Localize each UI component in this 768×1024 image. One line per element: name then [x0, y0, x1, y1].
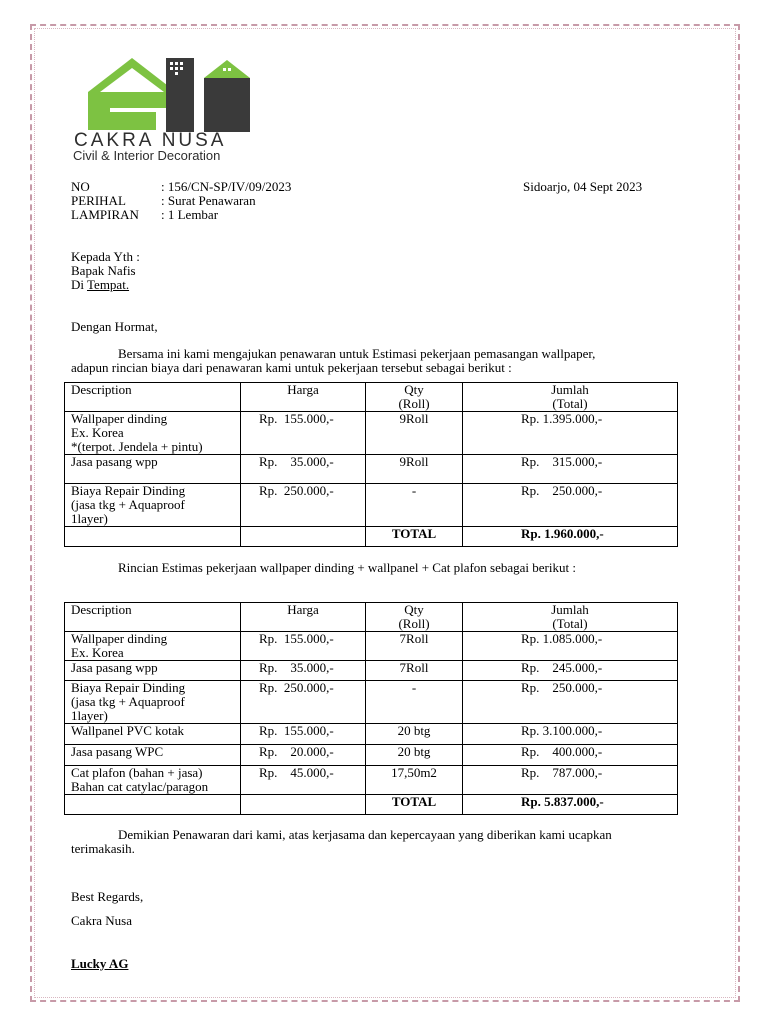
table-header-row: [65, 603, 678, 632]
company-name: CAKRA NUSA: [74, 130, 227, 151]
total-label: TOTAL: [366, 527, 463, 547]
row-qty: 9Roll: [366, 412, 463, 455]
row-qty: 17,50m2: [366, 766, 463, 795]
total-empty-1: [65, 527, 241, 547]
row-harga: Rp. 35.000,-: [241, 455, 366, 484]
table-row: [65, 632, 678, 661]
row-jumlah: Rp. 245.000,-: [463, 661, 678, 681]
header-qty: Qty (Roll): [366, 603, 463, 632]
header-description: Description: [65, 383, 241, 412]
table-row: [65, 484, 678, 527]
table-total-row: [65, 795, 678, 815]
lampiran-label: LAMPIRAN: [71, 207, 139, 222]
row-qty: 20 btg: [366, 724, 463, 745]
row-harga: Rp. 155.000,-: [241, 724, 366, 745]
row-jumlah: Rp. 787.000,-: [463, 766, 678, 795]
recipient-name: Bapak Nafis: [71, 263, 136, 278]
quote-table-2: [64, 602, 678, 815]
row-jumlah: Rp. 3.100.000,-: [463, 724, 678, 745]
total-empty-2: [241, 795, 366, 815]
row-harga: Rp. 155.000,-: [241, 412, 366, 455]
table-row: [65, 745, 678, 766]
total-value: Rp. 1.960.000,-: [463, 527, 678, 547]
recipient-place: [71, 278, 129, 292]
lampiran-value: : 1 Lembar: [161, 207, 219, 222]
table-row: [65, 455, 678, 484]
intro-line-1: Bersama ini kami mengajukan penawaran untuk Estimasi pekerjaan pemasangan wallpaper,: [118, 346, 596, 361]
row-qty: -: [366, 484, 463, 527]
row-harga: Rp. 20.000,-: [241, 745, 366, 766]
row-harga: Rp. 35.000,-: [241, 661, 366, 681]
closing-line-1: Demikian Penawaran dari kami, atas kerjasama dan kepercayaan yang diberikan kami ucapkan: [118, 827, 612, 842]
second-intro: Rincian Estimas pekerjaan wallpaper dinding + wallpanel + Cat plafon sebagai berikut :: [118, 560, 576, 575]
row-description: Jasa pasang wpp: [65, 661, 241, 681]
row-jumlah: Rp. 1.395.000,-: [463, 412, 678, 455]
row-harga: Rp. 45.000,-: [241, 766, 366, 795]
intro-line-2: adapun rincian biaya dari penawaran kami untuk pekerjaan tersebut sebagai berikut :: [71, 360, 512, 375]
row-description: Jasa pasang wpp: [65, 455, 241, 484]
row-jumlah: Rp. 250.000,-: [463, 681, 678, 724]
signature-company: Cakra Nusa: [71, 913, 133, 928]
recipient-salutation: Kepada Yth :: [71, 249, 140, 264]
header-harga: Harga: [241, 603, 366, 632]
company-tagline: Civil & Interior Decoration: [73, 148, 221, 163]
row-harga: Rp. 250.000,-: [241, 681, 366, 724]
total-label: TOTAL: [366, 795, 463, 815]
row-description: Biaya Repair Dinding (jasa tkg + Aquaproof 1layer): [65, 681, 241, 724]
table-header-row: [65, 383, 678, 412]
row-jumlah: Rp. 400.000,-: [463, 745, 678, 766]
row-description: Jasa pasang WPC: [65, 745, 241, 766]
table-total-row: [65, 527, 678, 547]
row-harga: Rp. 155.000,-: [241, 632, 366, 661]
header-jumlah: Jumlah (Total): [463, 603, 678, 632]
greeting: Dengan Hormat,: [71, 319, 158, 334]
table-row: [65, 766, 678, 795]
row-description: Wallpaper dinding Ex. Korea *(terpot. Jendela + pintu): [65, 412, 241, 455]
header-jumlah: Jumlah (Total): [463, 383, 678, 412]
recipient-place-prefix: Di: [71, 277, 84, 292]
total-empty-2: [241, 527, 366, 547]
perihal-label: PERIHAL: [71, 193, 126, 208]
row-description: Wallpanel PVC kotak: [65, 724, 241, 745]
row-qty: 20 btg: [366, 745, 463, 766]
recipient-place-name: Tempat.: [87, 277, 130, 292]
header-description: Description: [65, 603, 241, 632]
row-qty: 7Roll: [366, 661, 463, 681]
letter-date: Sidoarjo, 04 Sept 2023: [523, 179, 643, 194]
row-description: Wallpaper dinding Ex. Korea: [65, 632, 241, 661]
row-qty: 7Roll: [366, 632, 463, 661]
header-qty: Qty (Roll): [366, 383, 463, 412]
row-jumlah: Rp. 1.085.000,-: [463, 632, 678, 661]
no-value: : 156/CN-SP/IV/09/2023: [161, 179, 292, 194]
table-row: [65, 412, 678, 455]
table-row: [65, 724, 678, 745]
row-qty: -: [366, 681, 463, 724]
table-row: [65, 681, 678, 724]
row-jumlah: Rp. 250.000,-: [463, 484, 678, 527]
row-qty: 9Roll: [366, 455, 463, 484]
signatory-name: Lucky AG: [71, 956, 129, 971]
row-harga: Rp. 250.000,-: [241, 484, 366, 527]
perihal-value: : Surat Penawaran: [161, 193, 256, 208]
table-row: [65, 661, 678, 681]
quote-table-1: [64, 382, 678, 547]
no-label: NO: [71, 179, 90, 194]
total-empty-1: [65, 795, 241, 815]
row-description: Biaya Repair Dinding (jasa tkg + Aquaproof 1layer): [65, 484, 241, 527]
best-regards: Best Regards,: [71, 889, 144, 904]
closing-line-2: terimakasih.: [71, 841, 135, 856]
row-description: Cat plafon (bahan + jasa) Bahan cat catylac/paragon: [65, 766, 241, 795]
row-jumlah: Rp. 315.000,-: [463, 455, 678, 484]
header-harga: Harga: [241, 383, 366, 412]
total-value: Rp. 5.837.000,-: [463, 795, 678, 815]
